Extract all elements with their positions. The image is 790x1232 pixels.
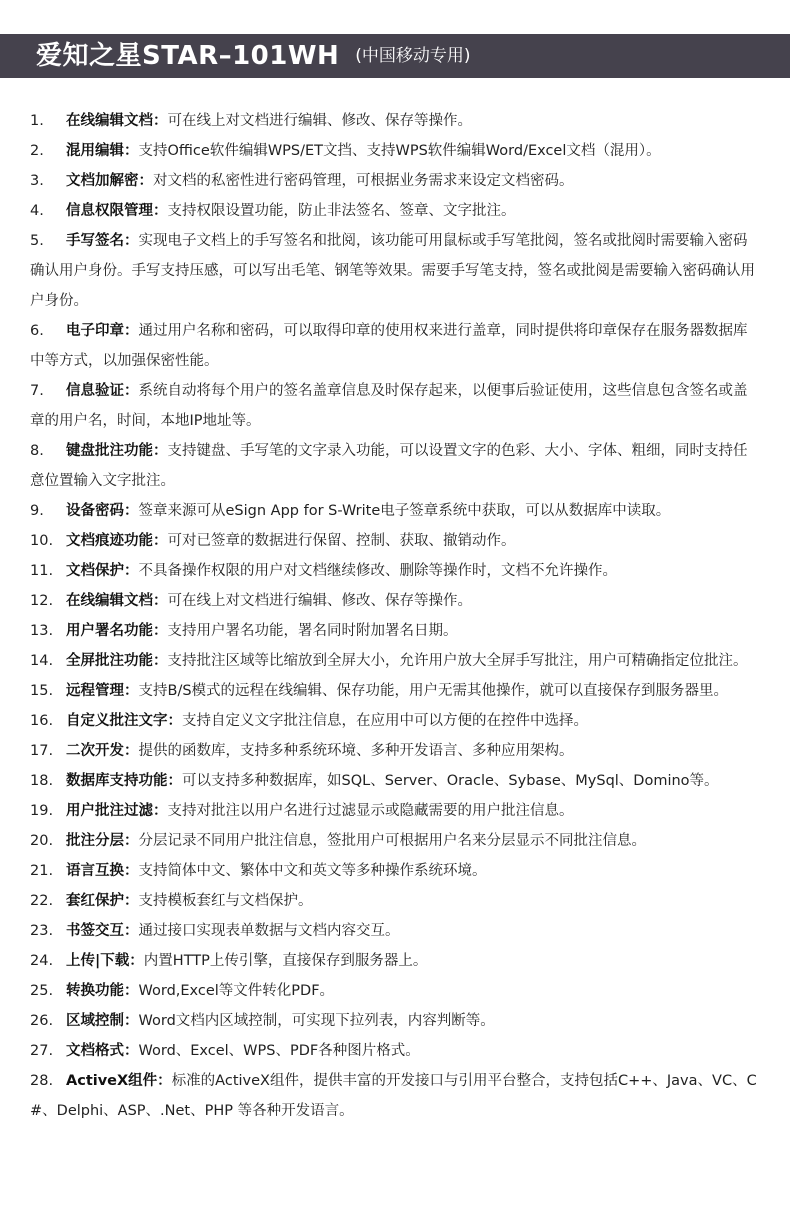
item-number: 6. xyxy=(30,323,44,339)
item-description: Word,Excel等文件转化PDF。 xyxy=(138,983,335,999)
feature-item-10 xyxy=(30,526,760,556)
feature-item-25 xyxy=(30,976,760,1006)
item-term: 转换功能： xyxy=(66,983,139,999)
feature-item-3 xyxy=(30,166,760,196)
item-term: 在线编辑文档： xyxy=(66,593,168,609)
item-description: 内置HTTP上传引擎，直接保存到服务器上。 xyxy=(143,953,428,969)
feature-item-15 xyxy=(30,676,760,706)
item-term: 书签交互： xyxy=(66,923,139,939)
feature-item-8 xyxy=(30,436,760,496)
item-description: 支持权限设置功能，防止非法签名、签章、文字批注。 xyxy=(167,203,516,219)
item-term: ActiveX组件： xyxy=(66,1073,172,1089)
item-description: 签章来源可从eSign App for S-Write电子签章系统中获取，可以从数据库中读取。 xyxy=(138,503,671,519)
item-number: 17. xyxy=(30,743,54,759)
item-term: 信息权限管理： xyxy=(66,203,168,219)
product-title: 爱知之星STAR–101WH xyxy=(36,41,340,71)
feature-item-23 xyxy=(30,916,760,946)
feature-item-7 xyxy=(30,376,760,436)
feature-item-4 xyxy=(30,196,760,226)
item-number: 10. xyxy=(30,533,54,549)
item-description: 分层记录不同用户批注信息，签批用户可根据用户名来分层显示不同批注信息。 xyxy=(138,833,646,849)
item-description: Word文档内区域控制，可实现下拉列表，内容判断等。 xyxy=(138,1013,495,1029)
item-number: 21. xyxy=(30,863,54,879)
item-term: 用户署名功能： xyxy=(66,623,168,639)
item-number: 1. xyxy=(30,113,44,129)
item-number: 28. xyxy=(30,1073,54,1089)
feature-item-9 xyxy=(30,496,760,526)
item-term: 文档保护： xyxy=(66,563,139,579)
item-description: 支持B/S模式的远程在线编辑、保存功能，用户无需其他操作，就可以直接保存到服务器里。 xyxy=(138,683,729,699)
item-term: 信息验证： xyxy=(66,383,139,399)
feature-item-11 xyxy=(30,556,760,586)
item-term: 上传|下载： xyxy=(66,953,144,969)
item-number: 25. xyxy=(30,983,54,999)
feature-item-22 xyxy=(30,886,760,916)
item-term: 混用编辑： xyxy=(66,143,139,159)
item-number: 8. xyxy=(30,443,44,459)
item-number: 5. xyxy=(30,233,44,249)
item-number: 14. xyxy=(30,653,54,669)
feature-item-28 xyxy=(30,1066,760,1126)
item-number: 15. xyxy=(30,683,54,699)
product-subtitle: (中国移动专用) xyxy=(355,46,471,66)
item-term: 键盘批注功能： xyxy=(66,443,168,459)
item-description: 系统自动将每个用户的签名盖章信息及时保存起来，以便事后验证使用，这些信息包含签名或盖章的用户名，时间，本地IP地址等。 xyxy=(30,383,748,429)
item-description: 可在线上对文档进行编辑、修改、保存等操作。 xyxy=(167,593,472,609)
item-term: 文档痕迹功能： xyxy=(66,533,168,549)
item-number: 11. xyxy=(30,563,54,579)
feature-list xyxy=(0,106,790,1126)
item-description: 支持Office软件编辑WPS/ET文挡、支持WPS软件编辑Word/Excel文档（混用）。 xyxy=(138,143,661,159)
item-number: 3. xyxy=(30,173,44,189)
item-term: 在线编辑文档： xyxy=(66,113,168,129)
feature-item-16 xyxy=(30,706,760,736)
item-number: 27. xyxy=(30,1043,54,1059)
item-description: 可以支持多种数据库，如SQL、Server、Oracle、Sybase、MySql、Domino等。 xyxy=(182,773,719,789)
item-term: 用户批注过滤： xyxy=(66,803,168,819)
item-term: 远程管理： xyxy=(66,683,139,699)
item-description: 可在线上对文档进行编辑、修改、保存等操作。 xyxy=(167,113,472,129)
feature-item-19 xyxy=(30,796,760,826)
feature-item-14 xyxy=(30,646,760,676)
item-description: 支持批注区域等比缩放到全屏大小，允许用户放大全屏手写批注，用户可精确指定位批注。 xyxy=(167,653,748,669)
item-description: 标准的ActiveX组件，提供丰富的开发接口与引用平台整合，支持包括C++、Java、VC、C#、Delphi、ASP、.Net、PHP 等各种开发语言。 xyxy=(30,1073,757,1119)
item-number: 13. xyxy=(30,623,54,639)
item-number: 19. xyxy=(30,803,54,819)
item-description: 通过接口实现表单数据与文档内容交互。 xyxy=(138,923,400,939)
item-description: 支持对批注以用户名进行过滤显示或隐藏需要的用户批注信息。 xyxy=(167,803,574,819)
item-number: 20. xyxy=(30,833,54,849)
item-number: 7. xyxy=(30,383,44,399)
item-description: 不具备操作权限的用户对文档继续修改、删除等操作时，文档不允许操作。 xyxy=(138,563,617,579)
feature-item-2 xyxy=(30,136,760,166)
feature-item-1 xyxy=(30,106,760,136)
item-term: 设备密码： xyxy=(66,503,139,519)
item-description: 通过用户名称和密码，可以取得印章的使用权来进行盖章，同时提供将印章保存在服务器数据库中等方式，以加强保密性能。 xyxy=(30,323,748,369)
item-number: 4. xyxy=(30,203,44,219)
item-term: 文档加解密： xyxy=(66,173,153,189)
item-term: 二次开发： xyxy=(66,743,139,759)
item-description: 支持键盘、手写笔的文字录入功能，可以设置文字的色彩、大小、字体、粗细，同时支持任意位置输入文字批注。 xyxy=(30,443,748,489)
item-term: 语言互换： xyxy=(66,863,139,879)
item-term: 文档格式： xyxy=(66,1043,139,1059)
item-number: 24. xyxy=(30,953,54,969)
feature-item-5 xyxy=(30,226,760,316)
item-term: 套红保护： xyxy=(66,893,139,909)
item-number: 16. xyxy=(30,713,54,729)
feature-item-6 xyxy=(30,316,760,376)
feature-item-13 xyxy=(30,616,760,646)
item-number: 12. xyxy=(30,593,54,609)
item-term: 批注分层： xyxy=(66,833,139,849)
feature-item-26 xyxy=(30,1006,760,1036)
item-description: 支持用户署名功能，署名同时附加署名日期。 xyxy=(167,623,458,639)
feature-item-27 xyxy=(30,1036,760,1066)
item-term: 自定义批注文字： xyxy=(66,713,182,729)
item-term: 电子印章： xyxy=(66,323,139,339)
item-term: 全屏批注功能： xyxy=(66,653,168,669)
item-description: 支持自定义文字批注信息，在应用中可以方便的在控件中选择。 xyxy=(182,713,588,729)
feature-item-20 xyxy=(30,826,760,856)
item-number: 26. xyxy=(30,1013,54,1029)
item-number: 9. xyxy=(30,503,44,519)
feature-item-24 xyxy=(30,946,760,976)
item-number: 23. xyxy=(30,923,54,939)
item-description: Word、Excel、WPS、PDF各种图片格式。 xyxy=(138,1043,420,1059)
item-description: 提供的函数库，支持多种系统环境、多种开发语言、多种应用架构。 xyxy=(138,743,574,759)
item-number: 2. xyxy=(30,143,44,159)
item-term: 数据库支持功能： xyxy=(66,773,182,789)
item-number: 18. xyxy=(30,773,54,789)
item-description: 实现电子文档上的手写签名和批阅，该功能可用鼠标或手写笔批阅，签名或批阅时需要输入密码确认用户身份。手写支持压感，可以写出毛笔、钢笔等效果。需要手写笔支持，签名或批阅是需要输入密码确认用户身份。 xyxy=(30,233,755,309)
item-number: 22. xyxy=(30,893,54,909)
feature-item-21 xyxy=(30,856,760,886)
item-description: 支持模板套红与文档保护。 xyxy=(138,893,313,909)
feature-item-17 xyxy=(30,736,760,766)
item-description: 支持简体中文、繁体中文和英文等多种操作系统环境。 xyxy=(138,863,487,879)
feature-item-18 xyxy=(30,766,760,796)
title-banner xyxy=(0,34,790,78)
item-term: 区域控制： xyxy=(66,1013,139,1029)
feature-item-12 xyxy=(30,586,760,616)
item-description: 对文档的私密性进行密码管理，可根据业务需求来设定文档密码。 xyxy=(153,173,574,189)
item-description: 可对已签章的数据进行保留、控制、获取、撤销动作。 xyxy=(167,533,516,549)
item-term: 手写签名： xyxy=(66,233,139,249)
